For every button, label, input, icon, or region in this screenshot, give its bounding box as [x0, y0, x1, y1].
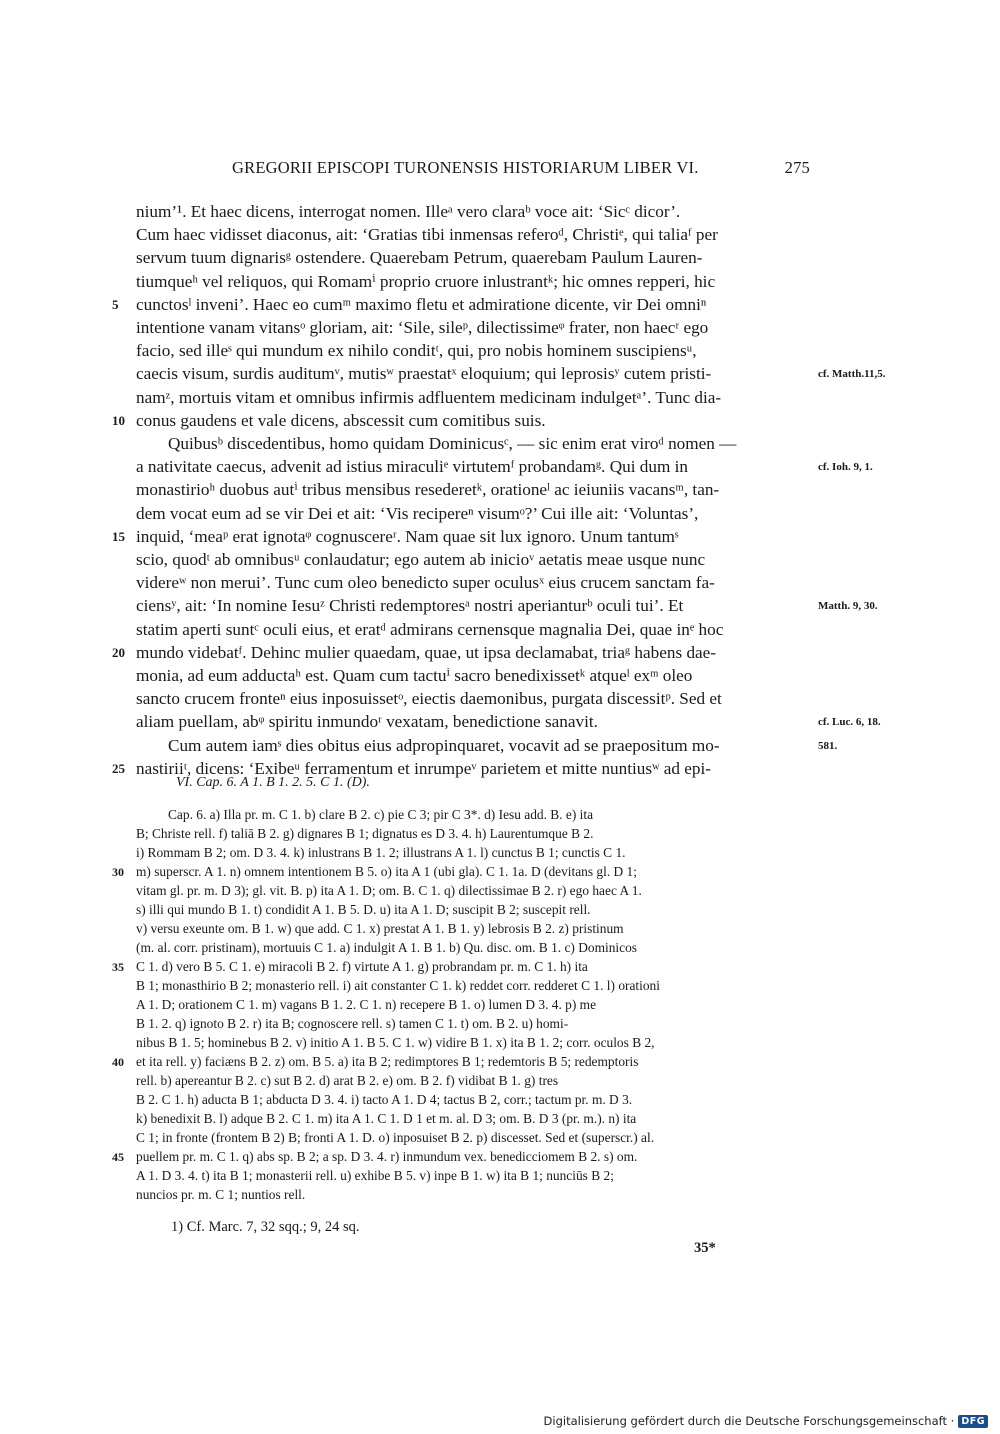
running-title: GREGORII EPISCOPI TURONENSIS HISTORIARUM LIBER VI.	[232, 158, 699, 177]
apparatus-line	[0, 976, 1000, 996]
text-line	[0, 362, 1000, 386]
line-text: mundo videbatᶠ. Dehinc mulier quaedam, quae, ut ipsa declamabat, triaᵍ habens dae-	[136, 642, 717, 662]
apparatus-line	[0, 1109, 1000, 1129]
line-text: a nativitate caecus, advenit ad istius miraculiᵉ virtutemᶠ probandamᵍ. Qui dum in	[136, 457, 689, 477]
margin-reference: cf. Ioh. 9, 1.	[818, 461, 873, 474]
page-number: 275	[784, 158, 810, 177]
text-line	[0, 734, 1000, 758]
apparatus-text: B 2. C 1. h) aducta B 1; abducta D 3. 4. i) tacto A 1. D 4; tactus B 2, corr.; tactum pr. m. D 3.	[136, 1092, 633, 1107]
apparatus-line	[0, 843, 1000, 863]
line-text: monia, ad eum adductaʰ est. Quam cum tactuⁱ sacro benedixissetᵏ atqueˡ exᵐ oleo	[136, 666, 693, 685]
line-text: aliam puellam, abᵠ spiritu inmundoʳ vexatam, benedictione sanavit.	[136, 712, 598, 732]
line-text: servum tuum dignarisᵍ ostendere. Quaerebam Petrum, quaerebam Paulum Lauren-	[136, 248, 703, 268]
apparatus-line	[0, 862, 1000, 882]
line-number: 15	[112, 528, 125, 544]
line-text: nastiriiᵗ, dicens: ‘Exibeᵘ ferramentum et inrumpeᵛ parietem et mitte nuntiusʷ ad epi-	[136, 758, 711, 778]
apparatus-line	[0, 1090, 1000, 1110]
text-line	[0, 316, 1000, 340]
apparatus-text: Cap. 6. a) Illa pr. m. C 1. b) clare B 2. c) pie C 3; pir C 3*. d) Iesu add. B. e) ita	[168, 807, 594, 822]
line-text: monastirioʰ duobus autⁱ tribus mensibus resederetᵏ, orationeˡ ac ieiuniis vacansᵐ, tan-	[136, 480, 720, 500]
apparatus-text: nibus B 1. 5; hominebus B 2. v) initio A 1. B 5. C 1. w) vidire B 1. x) ita B 1. 2; corr. oculos B 2,	[136, 1035, 655, 1050]
apparatus-line	[0, 1128, 1000, 1148]
apparatus-line	[0, 1033, 1000, 1053]
line-text: Quibusᵇ discedentibus, homo quidam Dominicusᶜ, — sic enim erat viroᵈ nomen —	[168, 434, 737, 453]
text-line	[0, 409, 1000, 433]
margin-reference: cf. Luc. 6, 18.	[818, 716, 881, 729]
apparatus-line	[0, 1185, 1000, 1205]
apparatus-line	[0, 881, 1000, 901]
line-number: 30	[112, 865, 124, 879]
apparatus-text: s) illi qui mundo B 1. t) condidit A 1. B 5. D. u) ita A 1. D; suscipit B 2; suscepit rell.	[136, 902, 591, 917]
dfg-credit	[544, 1412, 988, 1430]
apparatus-text: C 1. d) vero B 5. C 1. e) miracoli B 2. f) virtute A 1. g) probrandam pr. m. C 1. h) ita	[136, 959, 588, 974]
text-line	[0, 432, 1000, 456]
apparatus-text: C 1; in fronte (frontem B 2) B; fronti A 1. D. o) inposuiset B 2. p) discesset. Sed et (superscr.) al.	[136, 1130, 655, 1145]
dfg-credit-text: Digitalisierung gefördert durch die Deutsche Forschungsgemeinschaft ·	[543, 1414, 955, 1428]
apparatus-line	[0, 957, 1000, 977]
apparatus-text: et ita rell. y) faciæns B 2. z) om. B 5. a) ita B 2; redimptores B 1; redemtoris B 5; redemptoris	[136, 1054, 639, 1069]
line-text: sancto crucem fronteⁿ eius inposuissetᵒ, eiectis daemonibus, purgata discessitᵖ. Sed et	[136, 689, 722, 709]
apparatus-text: B 1; monasthirio B 2; monasterio rell. i) ait constanter C 1. k) reddet corr. redderet C 1. l) orationi	[136, 978, 660, 993]
line-text: tiumqueʰ vel reliquos, qui Romamⁱ proprio cruore inlustrantᵏ; hic omnes repperi, hic	[136, 271, 716, 291]
line-number: 5	[112, 296, 119, 312]
apparatus-line	[0, 900, 1000, 920]
apparatus-text: A 1. D 3. 4. t) ita B 1; monasterii rell. u) exhibe B 5. v) inpe B 1. w) ita B 1; nunciūs B 2;	[136, 1168, 614, 1183]
apparatus-line	[0, 1071, 1000, 1091]
line-text: inquid, ‘meaᵖ erat ignotaᵠ cognuscereʳ. Nam quae sit lux ignoro. Unum tantumˢ	[136, 526, 679, 546]
text-line	[0, 641, 1000, 665]
text-line	[0, 223, 1000, 247]
apparatus-text: B 1. 2. q) ignoto B 2. r) ita B; cognoscere rell. s) tamen C 1. t) om. B 2. u) homi-	[136, 1016, 569, 1031]
margin-reference: Matth. 9, 30.	[818, 600, 878, 613]
apparatus-line	[0, 824, 1000, 844]
signature-mark: 35*	[694, 1240, 716, 1256]
line-number: 25	[112, 760, 125, 776]
apparatus-line	[0, 995, 1000, 1015]
apparatus-text: nuncios pr. m. C 1; nuntios rell.	[136, 1187, 306, 1202]
apparatus-text: i) Rommam B 2; om. D 3. 4. k) inlustrans B 1. 2; illustrans A 1. l) cunctus B 1; cunctis C 1.	[136, 845, 626, 860]
text-line	[0, 710, 1000, 734]
apparatus-text: A 1. D; orationem C 1. m) vagans B 1. 2. C 1. n) recepere B 1. o) lumen D 3. 4. p) me	[136, 997, 597, 1012]
line-text: cunctosˡ inveni’. Haec eo cumᵐ maximo fletu et admiratione dicente, vir Dei omniⁿ	[136, 294, 707, 314]
text-line	[0, 618, 1000, 642]
text-line	[0, 478, 1000, 502]
line-text: videreʷ non merui’. Tunc cum oleo benedicto super oculusˣ eius crucem sanctam fa-	[136, 573, 715, 593]
line-text: dem vocat eum ad se vir Dei et ait: ‘Vis recipereⁿ visumᵒ?’ Cui ille ait: ‘Voluntas’,	[136, 503, 699, 523]
apparatus-text: B; Christe rell. f) taliā B 2. g) dignares B 1; dignatus es D 3. 4. h) Laurentumque B 2.	[136, 826, 594, 841]
apparatus-text: m) superscr. A 1. n) omnem intentionem B 5. o) ita A 1 (ubi gla). C 1. 1a. D (devitans gl. D 1;	[136, 864, 637, 879]
text-line	[0, 270, 1000, 294]
text-line	[0, 502, 1000, 526]
text-line	[0, 664, 1000, 688]
apparatus-text: puellem pr. m. C 1. q) abs sp. B 2; a sp. D 3. 4. r) inmundum vex. benedicciomem B 2. s) om.	[136, 1149, 638, 1164]
text-line	[0, 525, 1000, 549]
line-text: Cum haec vidisset diaconus, ait: ‘Gratias tibi inmensas referoᵈ, Christiᵉ, qui taliaᶠ per	[136, 225, 718, 245]
apparatus-line	[0, 1052, 1000, 1072]
text-line	[0, 339, 1000, 363]
line-number: 40	[112, 1055, 124, 1069]
line-number: 10	[112, 412, 125, 428]
margin-reference: 581.	[818, 739, 838, 752]
apparatus-text: k) benedixit B. l) adque B 2. C 1. m) ita A 1. C 1. D 1 et m. al. D 3; om. B. D 3 (pr. m.). n) ita	[136, 1111, 637, 1126]
footnote: 1) Cf. Marc. 7, 32 sqq.; 9, 24 sq.	[171, 1219, 360, 1235]
line-text: ciensʸ, ait: ‘In nomine Iesuᶻ Christi redemptoresᵃ nostri aperianturᵇ oculi tui’. Et	[136, 596, 684, 616]
text-line	[0, 200, 1000, 224]
margin-reference: cf. Matth.11,5.	[818, 368, 886, 381]
dfg-logo: DFG	[958, 1415, 988, 1428]
apparatus-line	[0, 1166, 1000, 1186]
line-text: nium’¹. Et haec dicens, interrogat nomen. Illeᵃ vero claraᵇ voce ait: ‘Sicᶜ dicor’.	[136, 202, 681, 221]
apparatus-line	[0, 1147, 1000, 1167]
line-text: caecis visum, surdis auditumᵛ, mutisʷ praestatˣ eloquium; qui leprosisʸ cutem pristi-	[136, 364, 712, 384]
apparatus-text: (m. al. corr. pristinam), mortuuis C 1. a) indulgit A 1. B 1. b) Qu. disc. om. B 1. c) Dominicos	[136, 940, 637, 955]
line-number: 45	[112, 1150, 124, 1164]
line-text: Cum autem iamˢ dies obitus eius adpropinquaret, vocavit ad se praepositum mo-	[168, 735, 720, 755]
apparatus-text: v) versu exeunte om. B 1. w) que add. C 1. x) prestat A 1. B 1. y) lebrosis B 2. z) pristinum	[136, 921, 624, 936]
line-text: facio, sed illeˢ qui mundum ex nihilo conditᵗ, qui, pro nobis hominem suscipiensᵘ,	[136, 341, 697, 361]
apparatus-line	[0, 919, 1000, 939]
line-text: conus gaudens et vale dicens, abscessit cum comitibus suis.	[136, 410, 546, 430]
text-line	[0, 386, 1000, 410]
line-text: statim aperti suntᶜ oculi eius, et eratᵈ admirans cernensque magnalia Dei, quae inᵉ hoc	[136, 619, 724, 639]
apparatus-line	[0, 805, 1000, 825]
text-line	[0, 571, 1000, 595]
line-text: namᶻ, mortuis vitam et omnibus infirmis adfluentem medicinam indulgetᵃ’. Tunc dia-	[136, 387, 722, 407]
text-line	[0, 687, 1000, 711]
text-line	[0, 757, 1000, 781]
apparatus-line	[0, 938, 1000, 958]
line-number: 35	[112, 960, 124, 974]
apparatus-text: rell. b) apereantur B 2. c) sut B 2. d) arat B 2. e) om. B 2. f) vidibat B 1. g) tres	[136, 1073, 559, 1088]
text-line	[0, 455, 1000, 479]
line-text: intentione vanam vitansᵒ gloriam, ait: ‘Sile, sileᵖ, dilectissimeᵠ frater, non haecʳ ego	[136, 318, 709, 337]
apparatus-text: vitam gl. pr. m. D 3); gl. vit. B. p) ita A 1. D; om. B. C 1. q) dilectissimae B 2. r) ego haec A 1.	[136, 883, 642, 898]
apparatus-line	[0, 1014, 1000, 1034]
text-line	[0, 548, 1000, 572]
text-line	[0, 293, 1000, 317]
apparatus-header: VI. Cap. 6. A 1. B 1. 2. 5. C 1. (D).	[176, 775, 370, 790]
line-number: 20	[112, 644, 125, 660]
line-text: scio, quodᵗ ab omnibusᵘ conlaudatur; ego autem ab inicioᵛ aetatis meae usque nunc	[136, 550, 706, 569]
text-line	[0, 246, 1000, 270]
text-line	[0, 594, 1000, 618]
